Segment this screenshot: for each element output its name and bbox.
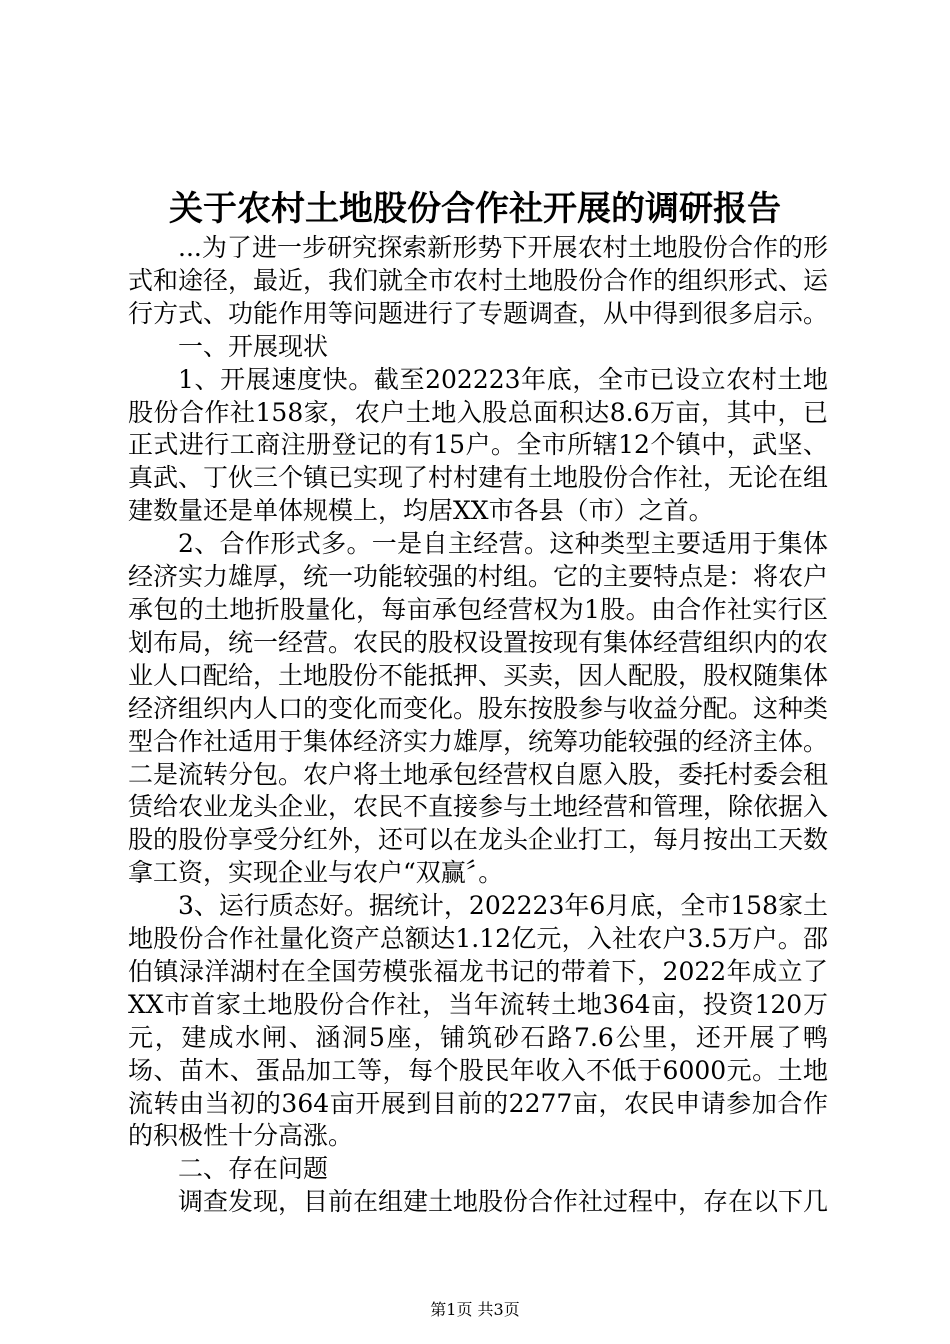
paragraph-quality: 3、运行质态好。据统计，202223年6月底，全市158家土地股份合作社量化资产总额达1.12亿元，入社农户3.5万户。邵伯镇渌洋湖村在全国劳模张福龙书记的带着下，2022年成立了XX市首家土地股份合作社，当年流转土地364亩，投资120万元，建成水闸、涵洞5座，铺筑砂石路7.6公里，还开展了鸭场、苗木、蛋品加工等，每个股民年收入不低于6000元。土地流转由当初的364亩开展到目前的2277亩，农民申请参加合作的积极性十分高涨。 [128,891,828,1151]
paragraph-findings: 调查发现，目前在组建土地股份合作社过程中，存在以下几 [178,1187,829,1217]
document-title: 关于农村土地股份合作社开展的调研报告 [169,189,781,229]
section-heading-problems: 二、存在问题 [178,1154,329,1184]
page-number-footer: 第1页 共3页 [430,1300,520,1319]
paragraph-speed: 1、开展速度快。截至202223年底，全市已设立农村土地股份合作社158家，农户土地入股总面积达8.6万亩，其中，已正式进行工商注册登记的有15户。全市所辖12个镇中，武坚、真武、丁伙三个镇已实现了村村建有土地股份合作社，无论在组建数量还是单体规模上，均居XX市各县（市）之首。 [128,364,829,526]
paragraph-forms: 2、合作形式多。一是自主经营。这种类型主要适用于集体经济实力雄厚，统一功能较强的村组。它的主要特点是：将农户承包的土地折股量化，每亩承包经营权为1股。由合作社实行区划布局，统一经营。农民的股权设置按现有集体经营组织内的农业人口配给，土地股份不能抵押、买卖，因人配股，股权随集体经济组织内人口的变化而变化。股东按股参与收益分配。这种类型合作社适用于集体经济实力雄厚，统筹功能较强的经济主体。二是流转分包。农户将土地承包经营权自愿入股，委托村委会租赁给农业龙头企业，农民不直接参与土地经营和管理，除依据入股的股份享受分红外，还可以在龙头企业打工，每月按出工天数拿工资，实现企业与农户“双赢〞。 [128,529,829,888]
paragraph-intro: ...为了进一步研究探索新形势下开展农村土地股份合作的形式和途径，最近，我们就全市农村土地股份合作的组织形式、运行方式、功能作用等问题进行了专题调查，从中得到很多启示。 [128,233,829,328]
document-body [128,232,828,1219]
section-heading-status: 一、开展现状 [178,331,329,361]
